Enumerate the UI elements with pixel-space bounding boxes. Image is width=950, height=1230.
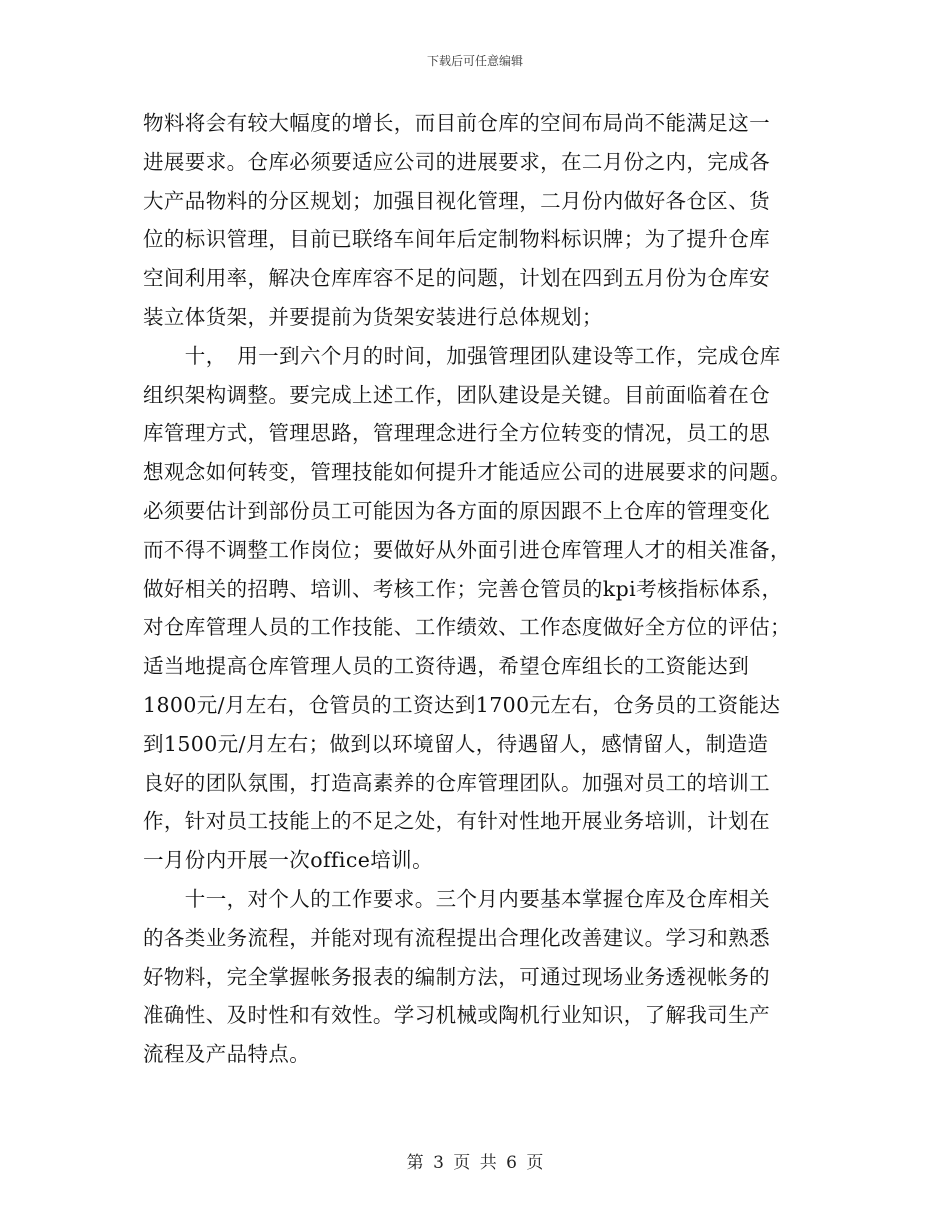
text-line: 装立体货架，并要提前为货架安装进行总体规划； [143, 304, 603, 329]
text-line: 库管理方式，管理思路，管理理念进行全方位转变的情况，员工的思 [143, 421, 770, 446]
text-line: 到1500元/月左右；做到以环境留人，待遇留人，感情留人，制造造 [143, 731, 769, 756]
text-line: 位的标识管理，目前已联络车间年后定制物料标识牌；为了提升仓库 [143, 227, 770, 252]
text-line: 一月份内开展一次office培训。 [143, 848, 433, 873]
text-line: 想观念如何转变，管理技能如何提升才能适应公司的进展要求的问题。 [143, 460, 791, 485]
page-footer: 第 3 页 共 6 页 [406, 1153, 544, 1173]
text-line: 的各类业务流程，并能对现有流程提出合理化改善建议。学习和熟悉 [143, 925, 770, 950]
text-line: 大产品物料的分区规划；加强目视化管理，二月份内做好各仓区、货 [143, 188, 770, 213]
text-line: 进展要求。仓库必须要适应公司的进展要求，在二月份之内，完成各 [143, 149, 770, 174]
text-line: 十一，对个人的工作要求。三个月内要基本掌握仓库及仓库相关 [143, 886, 770, 911]
text-line: 适当地提高仓库管理人员的工资待遇，希望仓库组长的工资能达到 [143, 654, 750, 679]
text-line: 流程及产品特点。 [143, 1042, 311, 1067]
text-line: 良好的团队氛围，打造高素养的仓库管理团队。加强对员工的培训工 [143, 770, 770, 795]
document-body [143, 104, 807, 1074]
text-line: 准确性、及时性和有效性。学习机械或陶机行业知识，了解我司生产 [143, 1003, 770, 1028]
text-line: 而不得不调整工作岗位；要做好从外面引进仓库管理人才的相关准备， [143, 537, 791, 562]
text-line: 组织架构调整。要完成上述工作，团队建设是关键。目前面临着在仓 [143, 382, 770, 407]
text-line: 十， 用一到六个月的时间，加强管理团队建设等工作，完成仓库 [143, 343, 781, 368]
page-header: 下载后可任意编辑 [426, 54, 523, 68]
text-line: 作，针对员工技能上的不足之处，有针对性地开展业务培训，计划在 [143, 809, 770, 834]
text-line: 做好相关的招聘、培训、考核工作；完善仓管员的kpi考核指标体系， [143, 576, 783, 601]
text-line: 空间利用率，解决仓库库容不足的问题，计划在四到五月份为仓库安 [143, 266, 770, 291]
text-line: 1800元/月左右，仓管员的工资达到1700元左右，仓务员的工资能达 [143, 692, 781, 717]
text-line: 必须要估计到部份员工可能因为各方面的原因跟不上仓库的管理变化 [143, 498, 770, 523]
text-line: 对仓库管理人员的工作技能、工作绩效、工作态度做好全方位的评估； [143, 615, 791, 640]
text-line: 物料将会有较大幅度的增长，而目前仓库的空间布局尚不能满足这一 [143, 111, 770, 135]
text-line: 好物料，完全掌握帐务报表的编制方法，可通过现场业务透视帐务的 [143, 964, 770, 989]
